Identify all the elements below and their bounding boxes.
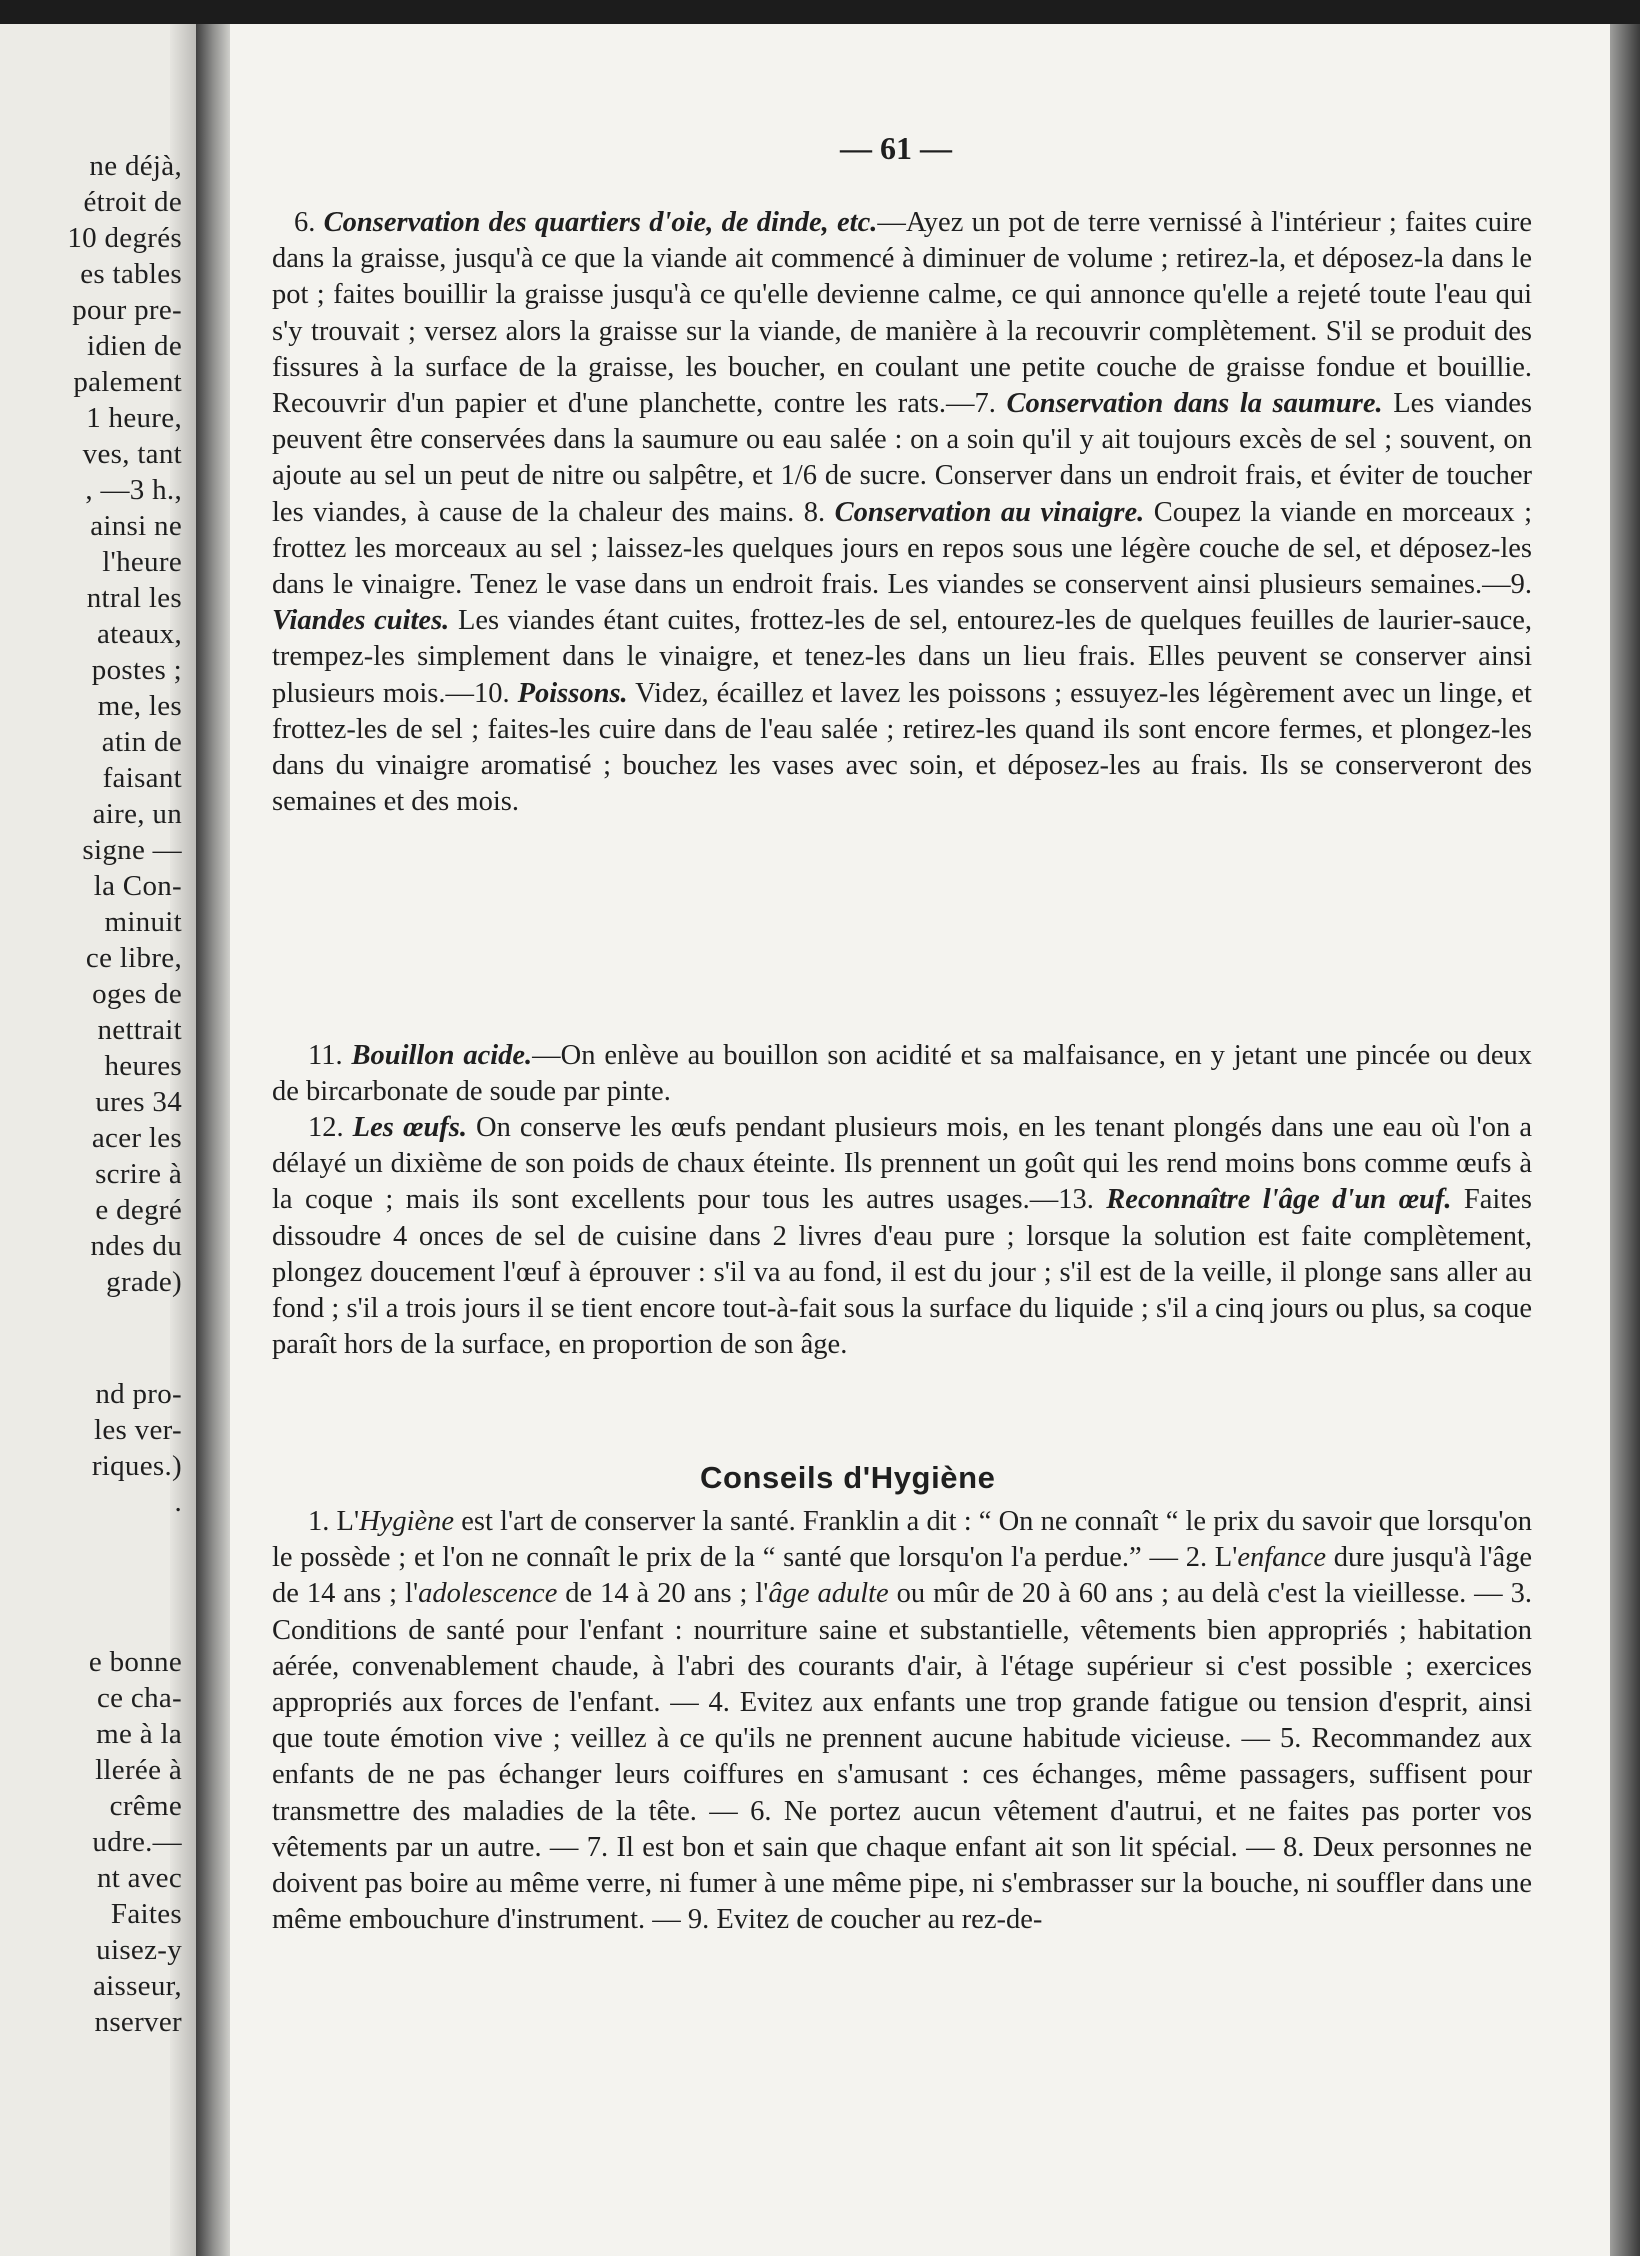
item-body: Coupez la viande en morceaux ; frottez les morceaux au sel ; laissez-les quelques jours en repos sous une légère couche de sel, et déposez-les dans le vinaigre. Tenez le vase dans un endroit frais. Les viandes se conservent ainsi plusieurs semaines.—9. [272,496,1532,601]
item-body: —On enlève au bouillon son acidité et sa malfaisance, en y jetant une pincée ou deux de bircarbonate de soude par pinte. [272,1040,1532,1108]
left-page-line: aire, un [92,798,182,830]
term-age-adulte: âge adulte [768,1578,889,1610]
section-heading: Conseils d'Hygiène [700,1460,996,1495]
paragraph-12-13 [272,1110,1532,1363]
left-page [0,24,196,2256]
text-run: de 14 à 20 ans ; l' [557,1578,769,1610]
left-page-line: llerée à [95,1754,182,1786]
left-page-line: ce libre, [85,942,182,974]
left-page-line: scrire à [95,1158,182,1190]
left-page-line: nserver [94,2006,182,2038]
left-page-line: idien de [86,330,182,362]
left-page-line: udre.— [92,1826,182,1858]
item-title: Conservation dans la saumure. [1006,388,1383,420]
left-page-line: me, les [97,690,182,722]
item-body: Faites dissoudre 4 onces de sel de cuisine dans 2 livres d'eau pure ; lorsque la solution est faite complètement, plongez doucement l'œuf à éprouver : s'il va au fond, il est du jour ; s'il est de la veille, il plonge sans aller au fond ; s'il a trois jours il se tient encore tout-à-fait sous la surface du liquide ; s'il a cinq jours ou plus, sa coque paraît hors de la surface, en proportion de son âge. [272,1184,1532,1361]
item-title: Bouillon acide. [351,1040,533,1071]
left-page-line: minuit [104,906,182,938]
item-title: Conservation au vinaigre. [834,496,1145,528]
paragraph-6-10 [272,205,1532,820]
item-body: Les viandes peuvent être conservées dans la saumure ou eau salée : on a soin qu'il y ait toujours excès de sel ; souvent, on ajoute au sel un peut de nitre ou salpêtre, et 1/6 de sucre. Conserver dans un endroit frais, et éviter de toucher les viandes, à cause de la chaleur des mains. 8. [272,388,1532,528]
paragraph-11 [272,1038,1532,1110]
left-page-line: grade) [106,1266,182,1298]
term-enfance: enfance [1237,1542,1326,1574]
book-gutter [196,24,230,2256]
left-page-line: nettrait [97,1014,182,1046]
left-page-line: étroit de [83,186,182,218]
left-page-line: e bonne [88,1646,182,1678]
left-page-line: crême [109,1790,182,1822]
right-page-edge [1610,24,1640,2256]
text-run: est l'art de conserver la santé. Franklin a dit : “ On ne connaît “ le prix du savoir que lorsqu'on le possède ; et l'on ne connaît le prix de la “ santé que lorsqu'on l'a perdue.” — 2. L' [272,1506,1532,1574]
left-page-line: l'heure [102,546,182,578]
left-page-line: ntral les [86,582,182,614]
left-page-line: me à la [96,1718,182,1750]
item-title: Viandes cuites. [272,605,450,637]
left-page-line: pour pre- [72,294,182,326]
term-adolescence: adolescence [418,1578,558,1610]
text-run: dure jusqu'à l'âge de 14 ans ; l' [272,1542,1532,1610]
left-page-line: ne déjà, [89,150,182,182]
term-hygiene: Hygiène [359,1506,455,1537]
text-run: 1. L' [308,1506,360,1537]
left-page-line: ndes du [90,1230,182,1262]
left-page-line: ures 34 [95,1086,182,1118]
left-page-line: oges de [92,978,182,1010]
item-title: Conservation des quartiers d'oie, de dinde, etc. [323,207,878,238]
left-page-line: signe — [82,834,182,866]
left-page-line: e degré [95,1194,182,1226]
item-body: Videz, écaillez et lavez les poissons ; essuyez-les légèrement avec un linge, et frottez-les de sel ; faites-les cuire dans de l'eau salée ; retirez-les quand ils sont encore fermes, et plongez-les dans du vinaigre aromatisé ; bouchez les vases avec soin, et déposez-les au frais. Ils se conserveront des semaines et des mois. [272,677,1532,818]
item-number: 11. [308,1040,343,1071]
item-number: 12. [308,1112,344,1143]
left-page-line: postes ; [91,654,182,686]
left-page-line: la Con- [93,870,182,902]
text-run: ou mûr de 20 à 60 ans ; au delà c'est la vieillesse. — 3. Conditions de santé pour l'enfant : nourriture saine et substantielle, vêtements bien appropriés ; habitation aérée, convenablement chaude, à l'abri des courants d'air, à l'étage supérieur si c'est possible ; exercices appropriés aux forces de l'enfant. — 4. Evitez aux enfants une trop grande fatigue ou tension d'esprit, ainsi que toute émotion vive ; veillez à ce qu'ils ne prennent aucune habitude vicieuse. — 5. Recommandez aux enfants de ne pas échanger leurs coiffures en s'amusant : ces échanges, même passagers, suffisent pour transmettre des maladies de la tête. — 6. Ne portez aucun vêtement d'autrui, et ne faites pas porter vos vêtements par un autre. — 7. Il est bon et sain que chaque enfant ait son lit spécial. — 8. Deux personnes ne doivent pas boire au même verre, ni fumer à une même pipe, ni s'embrasser sur la bouche, ni souffler dans une même embouchure d'instrument. — 9. Evitez de coucher au rez-de- [272,1578,1532,1936]
item-body: —Ayez un pot de terre vernissé à l'intérieur ; faites cuire dans la graisse, jusqu'à ce que la viande ait commencé à diminuer de volume ; retirez-la, et déposez-la dans le pot ; faites bouillir la graisse jusqu'à ce qu'elle devienne calme, ce qui annonce qu'elle a rejeté toute l'eau qui s'y trouvait ; versez alors la graisse sur la viande, de manière à la recouvrir complètement. S'il se produit des fissures à la surface de la graisse, les boucher, en coulant une petite couche de graisse fondue et bouillie. Recouvrir d'un papier et d'une planchette, contre les rats.—7. [272,207,1532,420]
page-number: — 61 — [840,130,952,166]
left-page-line: ainsi ne [90,510,182,542]
left-page-line: ateaux, [96,618,182,650]
left-page-line: nd pro- [95,1378,182,1410]
left-page-line: palement [73,366,182,398]
left-page-line: . [174,1486,182,1518]
left-page-line: 10 degrés [67,222,182,254]
left-page-line: es tables [80,258,182,290]
left-page-line: riques.) [91,1450,182,1482]
item-title: Reconnaître l'âge d'un œuf. [1106,1184,1452,1216]
left-page-line: nt avec [96,1862,182,1894]
item-title: Les œufs. [352,1112,467,1143]
left-page-line: acer les [91,1122,182,1154]
left-page-line: Faites [110,1898,182,1930]
left-page-line: les ver- [94,1414,182,1446]
paragraph-hygiene [272,1504,1532,1938]
item-body: Les viandes étant cuites, frottez-les de sel, entourez-les de quelques feuilles de laurier-sauce, trempez-les simplement dans le vinaigre, et tenez-les dans un lieu frais. Elles peuvent se conserver ainsi plusieurs mois.—10. [272,605,1532,709]
item-title: Poissons. [517,677,628,709]
left-page-line: 1 heure, [86,402,182,434]
left-page-line: aisseur, [92,1970,182,2002]
left-page-line: faisant [102,762,182,794]
left-page-line: , —3 h., [85,474,182,506]
left-page-line: atin de [101,726,182,758]
item-number: 6. [294,207,316,238]
left-page-line: heures [104,1050,182,1082]
left-page-line: uisez-y [96,1934,182,1966]
left-page-line: ce cha- [97,1682,182,1714]
left-page-line: ves, tant [82,438,182,470]
item-body: On conserve les œufs pendant plusieurs mois, en les tenant plongés dans une eau où l'on a délayé un dixième de son poids de chaux éteinte. Ils prennent un goût qui les rend moins bons comme œufs à la coque ; mais ils sont excellents pour tous les autres usages.—13. [272,1112,1532,1216]
